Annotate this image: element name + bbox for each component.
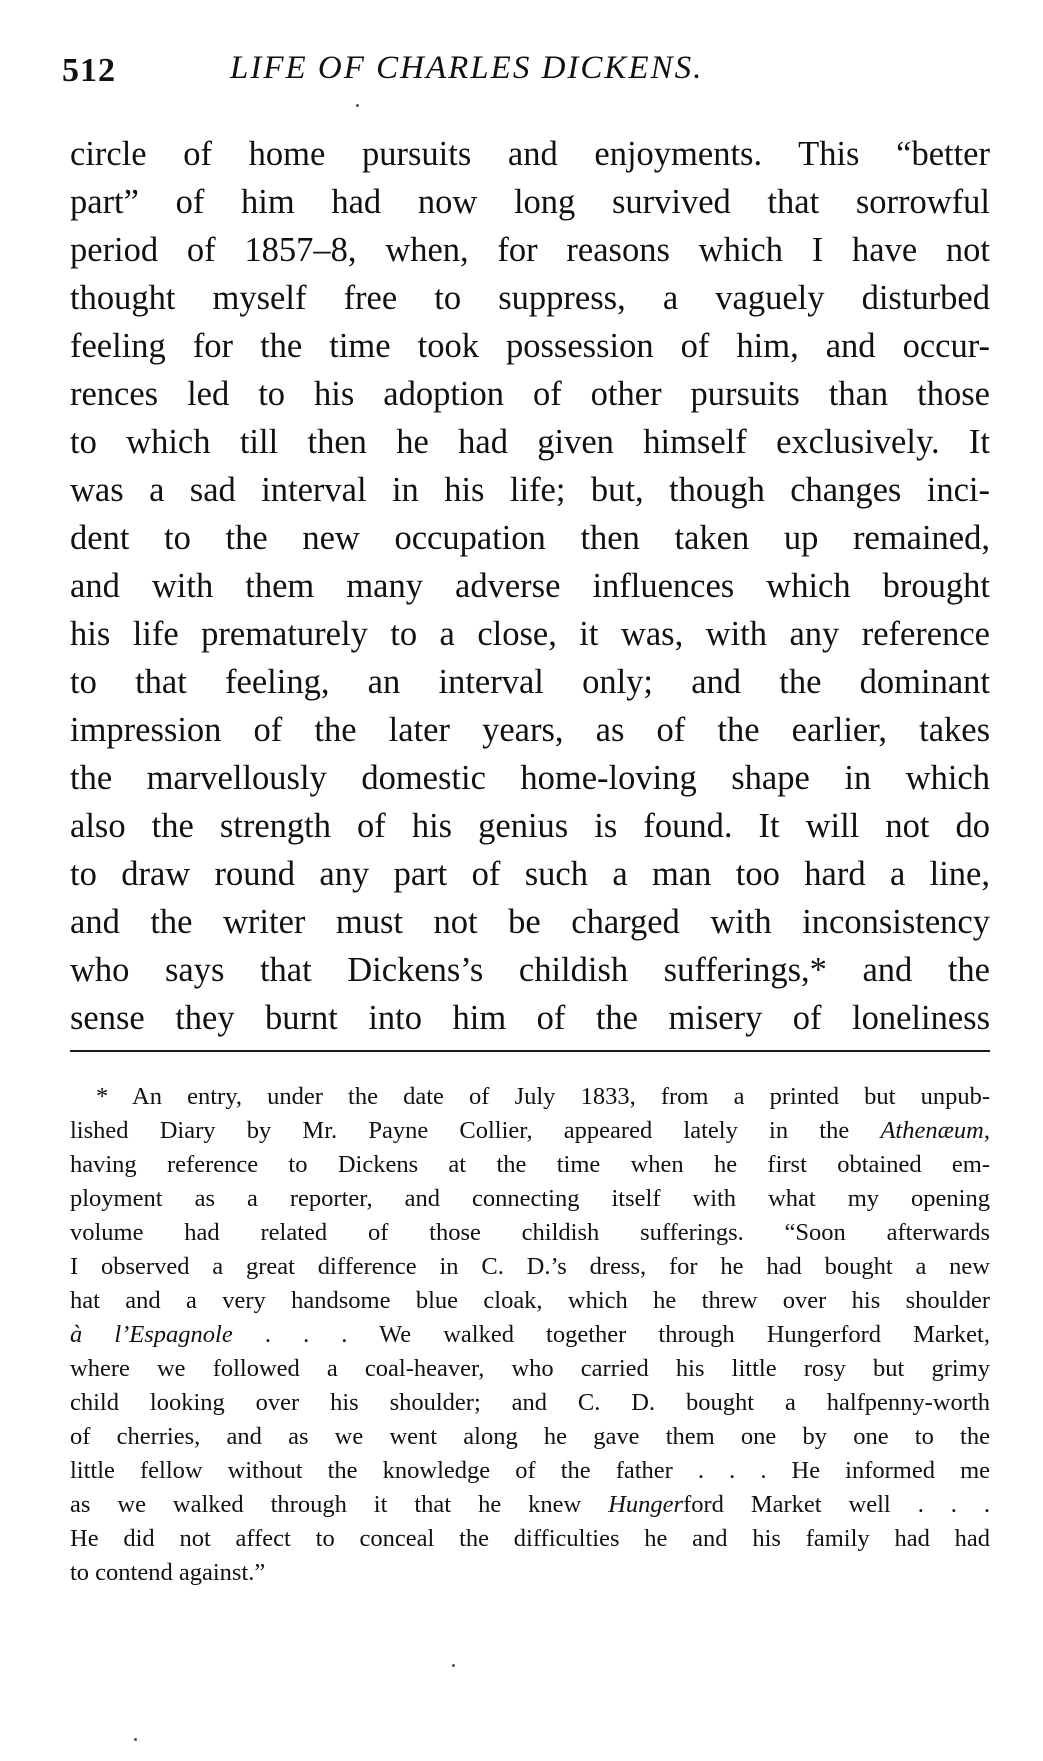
footnote-text: ford Market well . . . <box>683 1491 991 1518</box>
running-title: LIFE OF CHARLES DICKENS. <box>230 50 704 86</box>
body-line: rences led to his adoption of other pursuits than those <box>70 375 990 413</box>
footnote-text: . . . We walked together through Hungerford Market, <box>232 1321 990 1348</box>
body-line: the marvellously domestic home-loving shape in which <box>70 759 990 797</box>
body-paragraph <box>70 130 990 1042</box>
footnote-divider <box>70 1050 990 1052</box>
body-line: to draw round any part of such a man too hard a line, <box>70 855 990 893</box>
footnote-italic-text: Hunger <box>608 1491 684 1518</box>
footnote-italic-text: Athenæum, <box>880 1117 990 1144</box>
print-speck <box>452 1664 455 1667</box>
footnote-line: child looking over his shoulder; and C. D. bought a halfpenny-worth <box>70 1389 990 1416</box>
footnote-line: having reference to Dickens at the time when he first obtained em- <box>70 1151 990 1178</box>
footnote-line: where we followed a coal-heaver, who carried his little rosy but grimy <box>70 1355 990 1382</box>
body-line: part” of him had now long survived that sorrowful <box>70 183 990 221</box>
body-line: dent to the new occupation then taken up remained, <box>70 519 990 557</box>
footnote-line: hat and a very handsome blue cloak, which he threw over his shoulder <box>70 1287 990 1314</box>
body-line: to that feeling, an interval only; and the dominant <box>70 663 990 701</box>
footnote-line <box>70 1488 990 1522</box>
body-line: also the strength of his genius is found. It will not do <box>70 807 990 845</box>
body-line: was a sad interval in his life; but, though changes inci- <box>70 471 990 509</box>
footnote-line: * An entry, under the date of July 1833, from a printed but unpub- <box>96 1083 990 1110</box>
print-speck <box>356 104 359 107</box>
body-line: impression of the later years, as of the earlier, takes <box>70 711 990 749</box>
footnote-line <box>70 1318 990 1352</box>
body-line: who says that Dickens’s childish sufferings,* and the <box>70 951 990 989</box>
body-line: his life prematurely to a close, it was, with any reference <box>70 615 990 653</box>
footnote-line: I observed a great difference in C. D.’s dress, for he had bought a new <box>70 1253 990 1280</box>
body-line: thought myself free to suppress, a vaguely disturbed <box>70 279 990 317</box>
body-line: sense they burnt into him of the misery of loneliness <box>70 999 990 1037</box>
body-line: period of 1857–8, when, for reasons which I have not <box>70 231 990 269</box>
footnote-line <box>70 1114 990 1148</box>
footnote-line: ployment as a reporter, and connecting itself with what my opening <box>70 1185 990 1212</box>
print-speck <box>134 1738 137 1741</box>
footnote-text: as we walked through it that he knew <box>70 1491 609 1518</box>
body-line: circle of home pursuits and enjoyments. This “better <box>70 135 990 173</box>
footnote-line: of cherries, and as we went along he gave them one by one to the <box>70 1423 990 1450</box>
running-head <box>62 46 992 96</box>
footnote-line: volume had related of those childish sufferings. “Soon afterwards <box>70 1219 990 1246</box>
body-line: and with them many adverse influences which brought <box>70 567 990 605</box>
page-number: 512 <box>62 52 116 89</box>
footnote-line: to contend against.” <box>70 1559 266 1586</box>
footnote-text: lished Diary by Mr. Payne Collier, appeared lately in the <box>70 1117 881 1144</box>
body-line: feeling for the time took possession of him, and occur- <box>70 327 990 365</box>
footnote <box>70 1080 990 1590</box>
footnote-italic-text: à l’Espagnole <box>70 1321 233 1348</box>
body-line: and the writer must not be charged with inconsistency <box>70 903 990 941</box>
footnote-line: He did not affect to conceal the difficulties he and his family had had <box>70 1525 990 1552</box>
body-line: to which till then he had given himself exclusively. It <box>70 423 990 461</box>
footnote-line: little fellow without the knowledge of the father . . . He informed me <box>70 1457 990 1484</box>
